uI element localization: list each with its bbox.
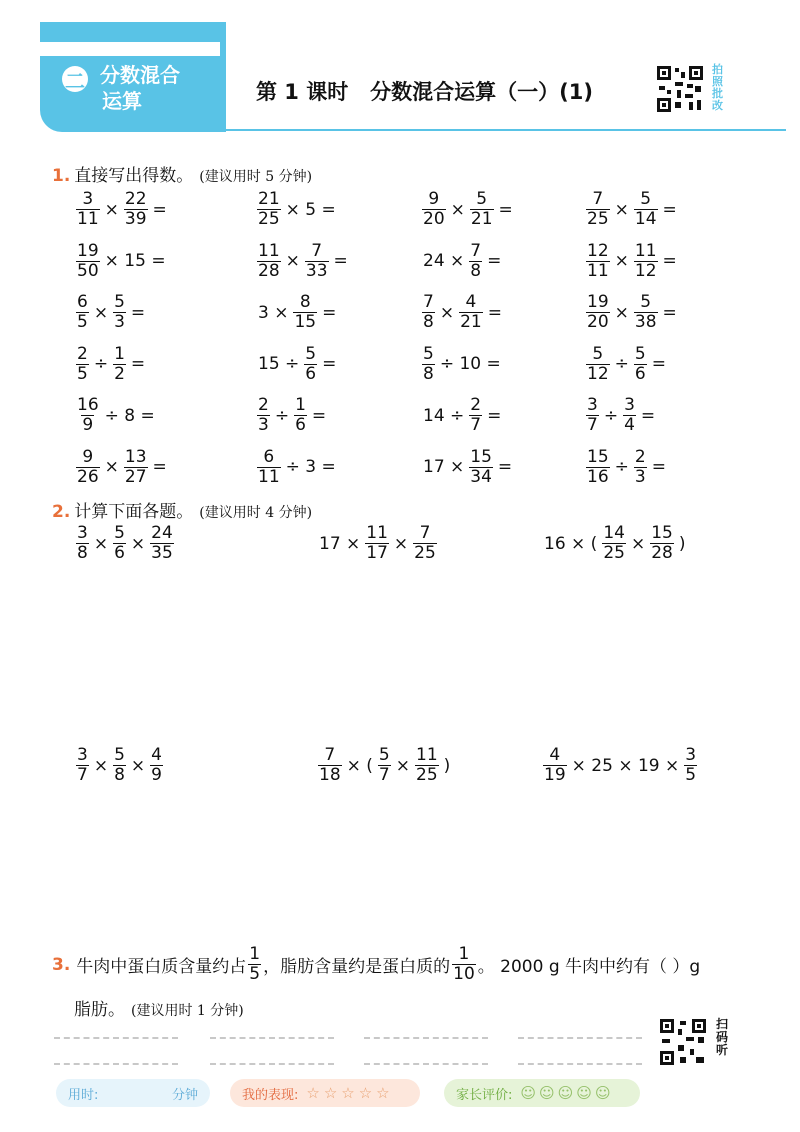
operator-text: ÷ 10 = xyxy=(439,354,501,374)
denominator: 25 xyxy=(258,209,280,229)
denominator: 9 xyxy=(82,415,94,435)
fraction xyxy=(76,396,100,435)
footer-performance xyxy=(230,1079,420,1107)
numerator: 8 xyxy=(299,292,311,312)
numerator: 7 xyxy=(423,292,434,312)
section3-hint: (建议用时 1 分钟) xyxy=(131,1003,244,1019)
problem-item xyxy=(584,190,680,229)
numerator: 11 xyxy=(366,523,388,543)
problem-item xyxy=(584,396,658,435)
denominator: 2 xyxy=(114,363,125,384)
fraction xyxy=(586,242,610,281)
numerator: 22 xyxy=(124,189,147,209)
fraction xyxy=(452,945,476,984)
footer-time xyxy=(56,1079,210,1107)
denominator: 11 xyxy=(258,466,280,487)
denominator: 12 xyxy=(634,260,657,281)
numerator: 5 xyxy=(640,292,652,312)
fraction xyxy=(378,746,391,785)
fraction xyxy=(113,524,126,563)
footer-time-unit: 分钟 xyxy=(171,1087,198,1103)
operator-text: ) xyxy=(443,755,451,776)
section3-line2 xyxy=(74,995,244,1020)
fraction xyxy=(470,190,494,229)
answer-line[interactable] xyxy=(54,1063,178,1065)
section3-question xyxy=(52,945,700,984)
operator-text: × xyxy=(93,533,109,554)
answer-line[interactable] xyxy=(210,1037,334,1039)
lesson-title: 第 1 课时 分数混合运算（一）(1) xyxy=(256,80,593,104)
numerator: 4 xyxy=(465,292,477,312)
numerator: 6 xyxy=(77,292,88,312)
fraction xyxy=(634,345,647,384)
operator-text: = xyxy=(640,405,656,426)
numerator: 2 xyxy=(634,446,646,467)
numerator: 1 xyxy=(249,944,261,964)
fraction xyxy=(469,242,482,281)
problem-item xyxy=(420,242,504,281)
calc-problem xyxy=(316,524,439,563)
header-rule xyxy=(226,129,786,131)
operator-text: × 15 = xyxy=(104,251,166,271)
denominator: 12 xyxy=(587,363,609,384)
problem-item xyxy=(420,448,515,487)
numerator: 3 xyxy=(587,395,598,415)
denominator: 3 xyxy=(114,312,125,332)
section3-part-c: 。 2000 g 牛肉中约有（ ）g xyxy=(477,957,701,977)
operator-text: ÷ 3 = xyxy=(285,457,336,477)
problem-item xyxy=(74,242,169,281)
numerator: 9 xyxy=(428,189,440,209)
fraction xyxy=(257,242,281,281)
fraction xyxy=(124,448,148,487)
fraction xyxy=(586,190,610,229)
fraction xyxy=(469,396,482,435)
unit-badge: 二 xyxy=(62,66,88,92)
denominator: 6 xyxy=(114,543,125,563)
fraction xyxy=(602,524,626,563)
problem-item xyxy=(255,190,339,229)
problem-item xyxy=(255,345,339,384)
denominator: 20 xyxy=(587,312,609,332)
fraction xyxy=(543,746,567,785)
denominator: 7 xyxy=(587,415,598,435)
fraction xyxy=(459,293,483,332)
operator-text: = xyxy=(152,199,167,220)
fraction xyxy=(650,524,674,563)
operator-text: = xyxy=(498,199,513,220)
fraction xyxy=(76,524,89,563)
numerator: 7 xyxy=(470,240,482,261)
fraction xyxy=(623,396,636,435)
unit-tab-stripe xyxy=(40,42,220,56)
operator-text: ÷ xyxy=(93,354,109,374)
problem-item xyxy=(420,345,504,384)
fraction xyxy=(318,746,342,785)
fraction xyxy=(586,345,610,384)
operator-text: × xyxy=(130,755,146,776)
fraction xyxy=(634,190,658,229)
problem-item xyxy=(584,293,680,332)
section2-hint: (建议用时 4 分钟) xyxy=(199,505,313,521)
operator-text: × 5 = xyxy=(285,199,336,220)
fraction xyxy=(422,190,446,229)
problem-item xyxy=(74,345,148,384)
fraction xyxy=(113,345,126,384)
calc-problem xyxy=(541,746,699,785)
numerator: 2 xyxy=(470,395,482,415)
fraction xyxy=(150,524,174,563)
answer-line[interactable] xyxy=(364,1063,488,1065)
numerator: 3 xyxy=(685,745,697,765)
numerator: 14 xyxy=(603,523,625,543)
fraction xyxy=(304,345,317,384)
denominator: 8 xyxy=(114,765,125,785)
answer-line[interactable] xyxy=(518,1063,642,1065)
section3-number: 3. xyxy=(52,954,71,975)
operator-text: × xyxy=(614,199,629,220)
operator-text: = xyxy=(497,457,513,477)
numerator: 16 xyxy=(77,395,99,415)
numerator: 4 xyxy=(549,745,561,765)
numerator: 19 xyxy=(77,240,99,261)
numerator: 19 xyxy=(587,292,609,312)
denominator: 25 xyxy=(414,543,436,563)
denominator: 5 xyxy=(685,765,697,785)
operator-text: × xyxy=(450,199,465,220)
denominator: 7 xyxy=(470,415,482,435)
operator-text: × xyxy=(104,457,119,477)
denominator: 11 xyxy=(587,260,609,281)
footer-time-label: 用时: xyxy=(68,1087,99,1103)
section3-part-a: 牛肉中蛋白质含量约占 xyxy=(76,957,247,977)
numerator: 3 xyxy=(624,395,635,415)
operator-text: × xyxy=(439,302,455,323)
numerator: 5 xyxy=(114,292,125,312)
denominator: 21 xyxy=(460,312,482,332)
numerator: 1 xyxy=(295,395,306,415)
operator-text: = xyxy=(662,302,677,323)
fraction xyxy=(293,293,317,332)
section3-line2-text: 脂肪。 xyxy=(74,1000,125,1020)
answer-line[interactable] xyxy=(54,1037,178,1039)
numerator: 7 xyxy=(592,189,604,209)
denominator: 3 xyxy=(258,415,269,435)
fraction xyxy=(248,945,261,984)
fraction xyxy=(413,524,437,563)
denominator: 8 xyxy=(423,363,434,384)
operator-text: × xyxy=(130,533,146,554)
footer-parent-evaluation xyxy=(444,1079,640,1107)
denominator: 27 xyxy=(124,466,147,487)
problem-item xyxy=(74,190,170,229)
operator-text: ÷ xyxy=(614,354,629,374)
numerator: 11 xyxy=(258,240,280,261)
smile-icon-rating[interactable]: ☺☺☺☺☺ xyxy=(520,1084,614,1102)
denominator: 6 xyxy=(305,363,317,384)
operator-text: = xyxy=(487,251,502,271)
numerator: 5 xyxy=(634,343,646,364)
operator-text: × ( xyxy=(346,755,373,776)
numerator: 11 xyxy=(634,240,657,261)
problem-item xyxy=(420,293,505,332)
unit-title-line2: 运算 xyxy=(102,89,142,113)
fraction xyxy=(124,190,148,229)
operator-text: = xyxy=(152,457,167,477)
fraction xyxy=(257,190,281,229)
fraction xyxy=(113,746,126,785)
operator-text: × xyxy=(393,533,409,554)
numerator: 11 xyxy=(416,745,438,765)
operator-text: = xyxy=(651,354,666,374)
denominator: 17 xyxy=(366,543,388,563)
denominator: 3 xyxy=(634,466,646,487)
fraction xyxy=(422,293,435,332)
denominator: 15 xyxy=(294,312,317,332)
fraction xyxy=(150,746,163,785)
denominator: 7 xyxy=(77,765,88,785)
numerator: 5 xyxy=(114,745,125,765)
problem-item xyxy=(255,242,351,281)
denominator: 25 xyxy=(587,209,609,229)
fraction xyxy=(257,396,270,435)
problem-item xyxy=(584,345,669,384)
operator-text: = xyxy=(311,405,327,426)
operator-text: × xyxy=(93,302,109,323)
numerator: 2 xyxy=(77,343,88,364)
fraction xyxy=(586,293,610,332)
denominator: 39 xyxy=(124,209,147,229)
fraction xyxy=(586,396,599,435)
answer-line[interactable] xyxy=(518,1037,642,1039)
denominator: 9 xyxy=(151,765,162,785)
star-icon-rating[interactable]: ☆☆☆☆☆ xyxy=(306,1084,394,1102)
numerator: 5 xyxy=(305,343,317,364)
numerator: 7 xyxy=(311,240,323,261)
denominator: 8 xyxy=(423,312,434,332)
qr-code-icon[interactable] xyxy=(658,1017,708,1067)
denominator: 19 xyxy=(544,765,566,785)
denominator: 21 xyxy=(470,209,493,229)
problem-item xyxy=(255,448,339,487)
operator-text: ÷ 8 = xyxy=(104,405,155,426)
denominator: 6 xyxy=(634,363,646,384)
calc-problem xyxy=(541,524,689,563)
denominator: 38 xyxy=(634,312,657,332)
denominator: 35 xyxy=(151,543,173,563)
section2-title: 计算下面各题。 xyxy=(74,502,194,522)
problem-item xyxy=(255,293,339,332)
unit-title-line1: 分数混合 xyxy=(100,63,180,87)
numerator: 2 xyxy=(258,395,269,415)
numerator: 5 xyxy=(476,189,488,209)
numerator: 12 xyxy=(587,240,609,261)
denominator: 11 xyxy=(77,209,99,229)
operator-text: 17 × xyxy=(423,457,465,477)
denominator: 25 xyxy=(603,543,625,563)
denominator: 4 xyxy=(624,415,635,435)
problem-item xyxy=(74,396,158,435)
denominator: 8 xyxy=(77,543,88,563)
operator-text: = xyxy=(322,302,337,323)
problem-item xyxy=(255,396,329,435)
denominator: 18 xyxy=(319,765,341,785)
operator-text: = xyxy=(322,354,337,374)
operator-text: = xyxy=(651,457,666,477)
denominator: 50 xyxy=(77,260,99,281)
section1-hint: (建议用时 5 分钟) xyxy=(199,169,313,185)
operator-text: = xyxy=(487,302,502,323)
problem-item xyxy=(584,448,669,487)
numerator: 3 xyxy=(77,523,88,543)
operator-text: × xyxy=(104,199,119,220)
denominator: 10 xyxy=(453,964,475,984)
numerator: 3 xyxy=(82,189,94,209)
operator-text: × xyxy=(614,302,629,323)
fraction xyxy=(76,746,89,785)
operator-text: × xyxy=(630,533,646,554)
scan-listen-label: 扫码听 xyxy=(716,1017,729,1057)
fraction xyxy=(76,190,100,229)
numerator: 3 xyxy=(77,745,88,765)
fraction xyxy=(294,396,307,435)
denominator: 20 xyxy=(423,209,445,229)
qr-code-icon[interactable] xyxy=(655,64,705,114)
operator-text: ÷ xyxy=(614,457,629,477)
numerator: 9 xyxy=(82,446,94,467)
fraction xyxy=(76,448,100,487)
problem-item xyxy=(420,190,516,229)
section1-title: 直接写出得数。 xyxy=(74,166,194,186)
operator-text: ÷ xyxy=(603,405,619,426)
qr-side-label: 拍照批改 xyxy=(712,63,723,112)
denominator: 34 xyxy=(470,466,492,487)
denominator: 14 xyxy=(634,209,657,229)
operator-text: × xyxy=(395,755,410,776)
fraction xyxy=(113,293,126,332)
operator-text: 24 × xyxy=(423,251,465,271)
fraction xyxy=(634,242,658,281)
denominator: 26 xyxy=(77,466,99,487)
fraction xyxy=(684,746,697,785)
operator-text: ÷ xyxy=(274,405,290,426)
problem-item xyxy=(74,448,170,487)
footer-parent-label: 家长评价: xyxy=(456,1087,513,1103)
operator-text: × xyxy=(614,251,629,271)
fraction xyxy=(469,448,493,487)
operator-text: = xyxy=(130,302,146,323)
numerator: 24 xyxy=(151,523,173,543)
operator-text: × xyxy=(93,755,109,776)
numerator: 21 xyxy=(258,189,280,209)
denominator: 33 xyxy=(305,260,328,281)
numerator: 7 xyxy=(324,745,336,765)
denominator: 16 xyxy=(587,466,609,487)
fraction xyxy=(365,524,389,563)
operator-text: 17 × xyxy=(319,533,361,554)
operator-text: × 25 × 19 × xyxy=(571,755,680,776)
numerator: 13 xyxy=(124,446,147,467)
denominator: 28 xyxy=(258,260,280,281)
problem-item xyxy=(584,242,680,281)
operator-text: = xyxy=(333,251,348,271)
operator-text: 3 × xyxy=(258,302,289,323)
section3-part-b: ，脂肪含量约是蛋白质的 xyxy=(263,957,451,977)
numerator: 15 xyxy=(651,523,673,543)
numerator: 1 xyxy=(114,343,125,364)
numerator: 6 xyxy=(263,446,275,467)
fraction xyxy=(76,242,100,281)
section2-heading xyxy=(52,497,312,522)
denominator: 8 xyxy=(470,260,482,281)
numerator: 5 xyxy=(378,745,390,765)
answer-line[interactable] xyxy=(364,1037,488,1039)
denominator: 28 xyxy=(651,543,673,563)
numerator: 15 xyxy=(470,446,492,467)
operator-text: = xyxy=(487,405,502,426)
fraction xyxy=(76,293,89,332)
fraction xyxy=(415,746,439,785)
fraction xyxy=(586,448,610,487)
operator-text: 16 × ( xyxy=(544,533,598,554)
fraction xyxy=(634,448,647,487)
numerator: 4 xyxy=(151,745,162,765)
operator-text: 15 ÷ xyxy=(258,354,300,374)
denominator: 6 xyxy=(295,415,306,435)
operator-text: = xyxy=(662,199,677,220)
section1-number: 1. xyxy=(52,166,71,186)
fraction xyxy=(305,242,329,281)
denominator: 7 xyxy=(378,765,390,785)
numerator: 15 xyxy=(587,446,609,467)
operator-text: × xyxy=(285,251,300,271)
numerator: 5 xyxy=(114,523,125,543)
numerator: 5 xyxy=(592,343,604,364)
denominator: 25 xyxy=(416,765,438,785)
section1-heading xyxy=(52,161,312,186)
answer-line[interactable] xyxy=(210,1063,334,1065)
section2-number: 2. xyxy=(52,502,71,522)
fraction xyxy=(422,345,435,384)
numerator: 5 xyxy=(423,343,434,364)
denominator: 5 xyxy=(249,964,261,984)
unit-title xyxy=(100,62,180,114)
numerator: 7 xyxy=(419,523,431,543)
calc-problem xyxy=(74,524,176,563)
footer-performance-label: 我的表现: xyxy=(242,1087,299,1103)
calc-problem xyxy=(74,746,165,785)
problem-item xyxy=(74,293,148,332)
fraction xyxy=(634,293,658,332)
problem-item xyxy=(420,396,504,435)
numerator: 5 xyxy=(640,189,652,209)
numerator: 1 xyxy=(458,944,470,964)
denominator: 5 xyxy=(77,363,88,384)
fraction xyxy=(257,448,281,487)
operator-text: = xyxy=(130,354,146,374)
denominator: 5 xyxy=(77,312,88,332)
operator-text: ) xyxy=(678,533,686,554)
fraction xyxy=(76,345,89,384)
operator-text: 14 ÷ xyxy=(423,405,465,426)
calc-problem xyxy=(316,746,453,785)
operator-text: = xyxy=(662,251,677,271)
